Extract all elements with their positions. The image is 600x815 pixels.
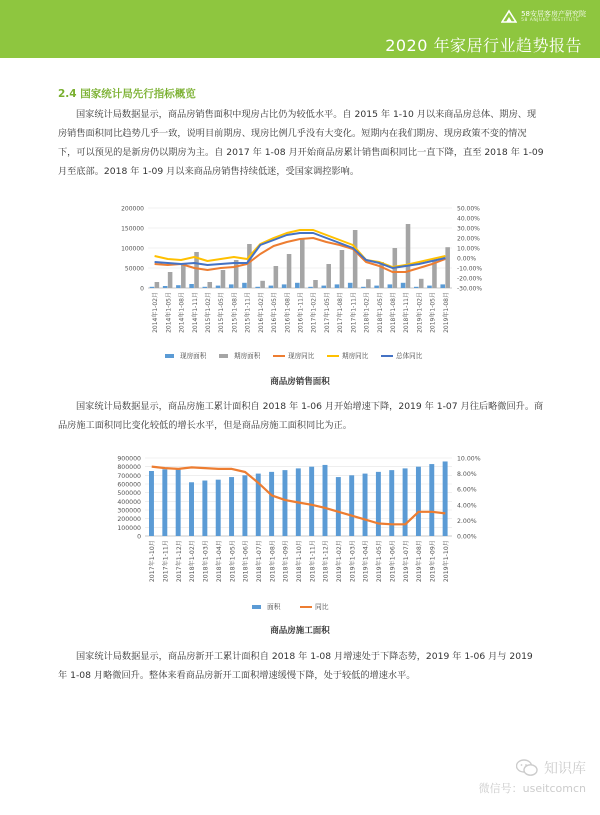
bar (242, 475, 247, 536)
chart-legend (252, 602, 329, 611)
y-left-tick-label: 150000 (121, 225, 144, 233)
x-tick-label: 2019年1-05月 (376, 540, 384, 583)
y-left-tick-label: 300000 (117, 507, 141, 515)
legend-label: 现房同比 (288, 352, 315, 360)
bar (163, 286, 168, 288)
bar (269, 286, 274, 288)
legend-swatch (219, 354, 228, 358)
y-right-tick-label: 10.00% (457, 245, 480, 253)
bar (323, 465, 328, 536)
x-tick-label: 2018年1-05月 (376, 292, 384, 333)
x-tick-label: 2018年1-02月 (189, 540, 197, 583)
bar (427, 286, 432, 288)
bar (260, 281, 265, 288)
x-tick-label: 2014年1-02月 (152, 292, 160, 333)
x-tick-label: 2018年1-02月 (363, 292, 371, 333)
bar (282, 470, 287, 536)
x-tick-label: 2018年1-08月 (269, 540, 277, 583)
x-tick-label: 2016年1-08月 (284, 292, 292, 333)
bar (308, 287, 313, 288)
x-tick-label: 2019年1-08月 (442, 292, 450, 333)
sales-area-chart (0, 198, 600, 390)
x-tick-label: 2019年1-07月 (402, 540, 410, 583)
y-left-tick-label: 100000 (121, 245, 144, 253)
y-left-tick-label: 700000 (117, 472, 141, 480)
brand-logo (501, 9, 586, 23)
x-tick-label: 2015年1-11月 (244, 292, 252, 333)
x-tick-label: 2017年1-12月 (175, 540, 183, 583)
wechat-icon (516, 759, 538, 777)
bar (366, 279, 371, 288)
bar (255, 287, 260, 288)
bar (361, 287, 366, 288)
bar (202, 481, 207, 536)
x-tick-label: 2019年1-04月 (362, 540, 370, 583)
y-right-tick-label: -30.00% (457, 285, 483, 293)
x-tick-label: 2018年1-11月 (309, 540, 317, 583)
paragraph-new-construction: 国家统计局数据显示，商品房新开工累计面积自 2018 年 1-08 月增速处于下降态势，2019 年 1-06 月与 2019 年 1-08 月略微回升。整体来看商品房新开工面积增速缓慢下降，处于较低的增速水平。 (58, 651, 533, 681)
bar (203, 287, 208, 288)
bar (274, 266, 279, 288)
x-tick-label: 2015年1-02月 (204, 292, 212, 333)
x-tick-label: 2018年1-12月 (322, 540, 330, 583)
x-tick-label: 2017年1-11月 (350, 292, 358, 333)
legend-label: 总体同比 (396, 352, 423, 360)
bar (445, 247, 450, 288)
x-tick-label: 2017年1-05月 (323, 292, 331, 333)
y-left-tick-label: 100000 (117, 524, 141, 532)
x-tick-label: 2014年1-08月 (178, 292, 186, 333)
x-tick-label: 2017年1-08月 (337, 292, 345, 333)
bar (443, 461, 448, 536)
bar (388, 284, 393, 288)
x-tick-label: 2019年1-10月 (442, 540, 450, 583)
legend-label: 面积 (267, 603, 281, 611)
bar (300, 238, 305, 288)
y-left-tick-label: 800000 (117, 464, 141, 472)
bar (403, 468, 408, 536)
x-tick-label: 2019年1-02月 (336, 540, 344, 583)
bar (189, 482, 194, 536)
paragraph-construction: 国家统计局数据显示，商品房施工累计面积自 2018 年 1-06 月开始增速下降，2019 年 1-07 月往后略微回升。商品房施工面积同比变化较低的增长水平，但是商品房施工面积同比为正。 (58, 401, 544, 431)
legend-swatch (165, 354, 174, 358)
bar (340, 250, 345, 288)
x-tick-label: 2015年1-08月 (231, 292, 239, 333)
x-tick-label: 2019年1-03月 (349, 540, 357, 583)
bar (221, 270, 226, 288)
bar (389, 470, 394, 536)
bar (353, 230, 358, 288)
x-tick-label: 2017年1-02月 (310, 292, 318, 333)
bar (181, 264, 186, 288)
y-left-tick-label: 500000 (117, 490, 141, 498)
x-tick-label: 2019年1-09月 (429, 540, 437, 583)
bar (282, 284, 287, 288)
chart-title: 商品房施工面积 (270, 626, 330, 636)
bar (326, 264, 331, 288)
bar (336, 477, 341, 536)
bar (162, 469, 167, 536)
x-tick-label: 2016年1-11月 (297, 292, 305, 333)
y-right-tick-label: 0.00% (457, 255, 477, 263)
x-tick-label: 2018年1-03月 (202, 540, 210, 583)
bar (432, 261, 437, 288)
bar (229, 284, 234, 288)
header-bar (0, 0, 600, 58)
x-tick-label: 2018年1-10月 (296, 540, 303, 583)
y-right-tick-label: 30.00% (457, 225, 480, 233)
x-tick-label: 2018年1-09月 (282, 540, 290, 583)
x-tick-label: 2017年1-11月 (162, 540, 170, 583)
paragraph-sales: 国家统计局数据显示，商品房销售面积中现房占比仍为较低水平。自 2015 年 1-10 月以来商品房总体、期房、现房销售面积同比趋势几乎一致，说明目前期房、现房比例几乎没有大变化。短期内在我们期房、现房政策不变的情况下，可以预见的是新房仍以期房为主。自 2017 年 1-08 月开始商品房累计销售面积同比一直下降，直至 2018 年 1-09 月至底部。2018 年 1-09 月以来商品房销售持续低迷，受国家调控影响。 (58, 109, 544, 177)
x-tick-label: 2019年1-08月 (416, 540, 424, 583)
y-right-tick-label: 40.00% (457, 215, 480, 223)
bar (247, 244, 252, 288)
bar (150, 287, 155, 288)
x-tick-label: 2015年1-05月 (218, 292, 226, 333)
y-right-tick-label: 0.00% (457, 533, 477, 541)
x-tick-label: 2018年1-11月 (403, 292, 411, 333)
y-left-tick-label: 900000 (117, 455, 141, 463)
y-right-tick-label: 50.00% (457, 205, 480, 213)
bar (414, 287, 419, 288)
x-tick-label: 2018年1-07月 (255, 540, 263, 583)
y-left-tick-label: 400000 (117, 498, 141, 506)
bar (176, 285, 181, 288)
chart-legend (165, 351, 423, 360)
x-tick-label: 2016年1-05月 (271, 292, 279, 333)
bar (176, 468, 181, 536)
bar (242, 283, 247, 288)
x-tick-label: 2019年1-05月 (429, 292, 437, 333)
bar (149, 471, 154, 536)
y-right-tick-label: 8.00% (457, 471, 477, 479)
y-left-tick-label: 600000 (117, 481, 141, 489)
bar (207, 282, 212, 288)
y-right-tick-label: 10.00% (457, 455, 481, 463)
legend-label: 期房面积 (234, 352, 261, 360)
bar (348, 283, 353, 288)
x-tick-label: 2018年1-06月 (242, 540, 250, 583)
legend-swatch (252, 605, 261, 609)
bar (216, 286, 221, 288)
y-right-tick-label: 6.00% (457, 486, 477, 494)
x-tick-label: 2019年1-06月 (389, 540, 397, 583)
y-left-tick-label: 0 (137, 533, 141, 541)
legend-label: 现房面积 (180, 352, 207, 360)
chart-title: 商品房销售面积 (270, 377, 330, 387)
y-left-tick-label: 0 (140, 285, 144, 293)
y-right-tick-label: 20.00% (457, 235, 480, 243)
logo-subtext: 58 ANJUKE INSTITUTE (521, 17, 580, 23)
bar (349, 475, 354, 536)
y-right-tick-label: 4.00% (457, 502, 477, 510)
y-right-tick-label: -20.00% (457, 275, 483, 283)
bar (406, 224, 411, 288)
x-tick-label: 2014年1-11月 (191, 292, 199, 333)
x-tick-label: 2019年1-02月 (416, 292, 424, 333)
bar (416, 467, 421, 536)
bar (189, 284, 194, 288)
bar (440, 284, 445, 288)
legend-label: 同比 (315, 603, 329, 611)
x-tick-label: 2014年1-05月 (165, 292, 173, 333)
bar (401, 283, 406, 288)
x-tick-label: 2017年1-10月 (149, 540, 157, 583)
bar (216, 480, 221, 536)
bar (376, 472, 381, 536)
y-left-tick-label: 200000 (121, 205, 144, 213)
legend-label: 期房同比 (342, 352, 369, 360)
logo-icon (501, 9, 517, 23)
x-tick-label: 2018年1-04月 (215, 540, 223, 583)
bar (234, 260, 239, 288)
watermark-brand: 知识库 (544, 761, 586, 777)
bar (155, 282, 160, 288)
y-right-tick-label: 2.00% (457, 517, 477, 525)
bar (335, 284, 340, 288)
watermark-id: 微信号：useitcomcn (478, 782, 586, 795)
bar (429, 464, 434, 536)
bar (229, 477, 234, 536)
bar (269, 472, 274, 536)
x-tick-label: 2016年1-02月 (257, 292, 265, 333)
x-tick-label: 2018年1-05月 (229, 540, 237, 583)
bar (419, 279, 424, 288)
y-left-tick-label: 50000 (124, 265, 144, 273)
section-heading: 2.4 国家统计局先行指标概览 (58, 88, 196, 100)
logo-text: 58安居客房产研究院 (521, 9, 586, 18)
x-tick-label: 2018年1-08月 (390, 292, 398, 333)
report-title: 2020 年家居行业趋势报告 (385, 36, 582, 55)
y-right-tick-label: -10.00% (457, 265, 483, 273)
bar (287, 254, 292, 288)
bar (309, 467, 314, 536)
bar (168, 272, 173, 288)
y-left-tick-label: 200000 (117, 516, 141, 524)
bar (295, 283, 300, 288)
construction-area-chart (0, 450, 600, 640)
wechat-watermark (479, 758, 586, 796)
bar (313, 280, 318, 288)
bar (321, 286, 326, 288)
bar (374, 286, 379, 288)
bar (363, 474, 368, 536)
